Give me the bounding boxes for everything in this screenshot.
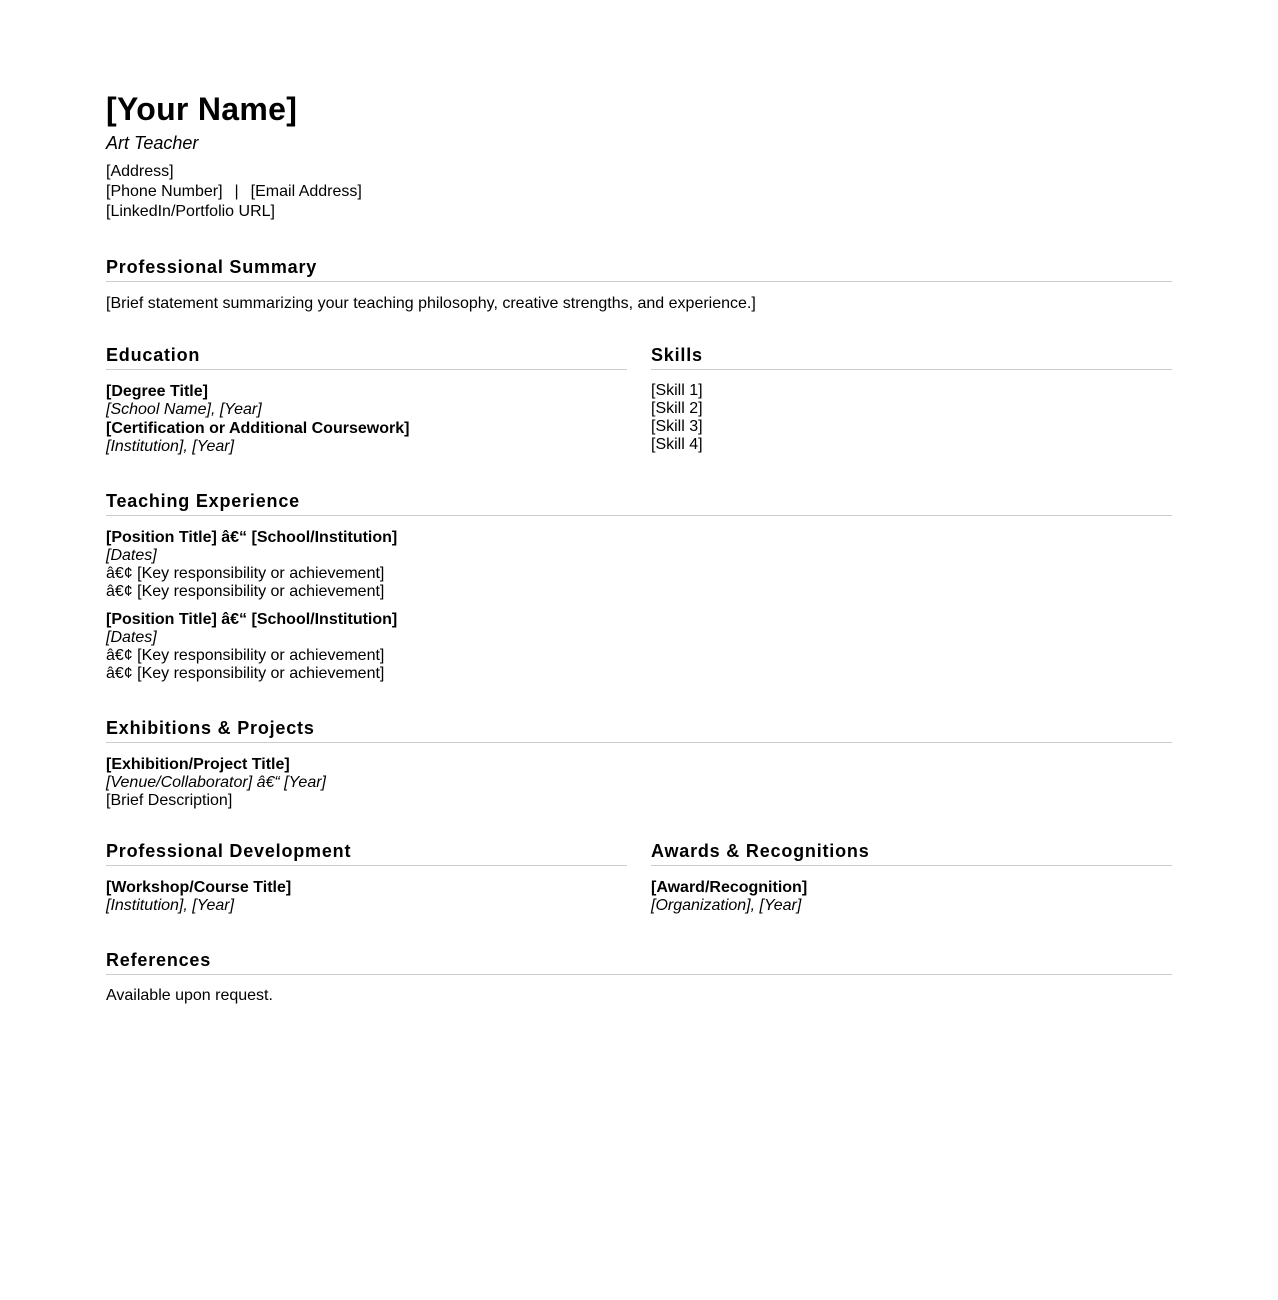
job-dates: [Dates] (106, 547, 157, 564)
phone-email-line (106, 182, 1172, 202)
section-heading: References (106, 949, 1172, 975)
email-address: [Email Address] (250, 183, 362, 200)
exhibition-description: [Brief Description] (106, 792, 233, 809)
development-column (106, 840, 627, 915)
job-bullet: â€¢ [Key responsibility or achievement] (106, 647, 385, 664)
education-skills-row (106, 344, 1172, 456)
job-entry (106, 528, 1172, 601)
candidate-name: [Your Name] (106, 91, 298, 127)
section-heading: Professional Development (106, 840, 627, 866)
section-heading: Awards & Recognitions (651, 840, 1172, 866)
professional-development-section (106, 840, 627, 915)
portfolio-url: [LinkedIn/Portfolio URL] (106, 203, 275, 220)
job-title: [Position Title] â€“ [School/Institution] (106, 529, 398, 546)
degree-title: [Degree Title] (106, 383, 208, 400)
skill-item: [Skill 4] (651, 436, 703, 453)
award-title: [Award/Recognition] (651, 879, 808, 896)
job-bullet: â€¢ [Key responsibility or achievement] (106, 565, 385, 582)
section-heading: Professional Summary (106, 256, 1172, 282)
skills-section (651, 344, 1172, 454)
certification-institution: [Institution], [Year] (106, 438, 235, 455)
section-heading: Education (106, 344, 627, 370)
exhibition-venue: [Venue/Collaborator] â€“ [Year] (106, 774, 326, 791)
job-bullet: â€¢ [Key responsibility or achievement] (106, 583, 385, 600)
education-section (106, 344, 627, 456)
certification-title: [Certification or Additional Coursework] (106, 420, 410, 437)
section-heading: Exhibitions & Projects (106, 717, 1172, 743)
resume-page (106, 90, 1172, 1005)
section-heading: Teaching Experience (106, 490, 1172, 516)
contact-separator: | (234, 183, 239, 200)
job-entry (106, 610, 1172, 683)
professional-summary-section (106, 256, 1172, 314)
phone-number: [Phone Number] (106, 183, 223, 200)
section-heading: Skills (651, 344, 1172, 370)
workshop-title: [Workshop/Course Title] (106, 879, 292, 896)
resume-header (106, 90, 1172, 222)
address: [Address] (106, 163, 174, 180)
education-column (106, 344, 627, 456)
workshop-institution: [Institution], [Year] (106, 897, 235, 914)
references-section (106, 949, 1172, 1005)
skill-item: [Skill 1] (651, 382, 703, 399)
contact-info (106, 162, 1172, 222)
job-title: Art Teacher (106, 133, 199, 153)
job-dates: [Dates] (106, 629, 157, 646)
awards-column (651, 840, 1172, 915)
teaching-experience-section (106, 490, 1172, 683)
awards-section (651, 840, 1172, 915)
job-bullet: â€¢ [Key responsibility or achievement] (106, 665, 385, 682)
summary-text: [Brief statement summarizing your teaching philosophy, creative strengths, and experience.] (106, 295, 756, 312)
exhibition-title: [Exhibition/Project Title] (106, 756, 290, 773)
skills-column (651, 344, 1172, 456)
degree-school: [School Name], [Year] (106, 401, 262, 418)
exhibitions-projects-section (106, 717, 1172, 810)
award-organization: [Organization], [Year] (651, 897, 802, 914)
references-text: Available upon request. (106, 987, 273, 1004)
development-awards-row (106, 840, 1172, 915)
skill-item: [Skill 2] (651, 400, 703, 417)
job-title: [Position Title] â€“ [School/Institution] (106, 611, 398, 628)
skill-item: [Skill 3] (651, 418, 703, 435)
